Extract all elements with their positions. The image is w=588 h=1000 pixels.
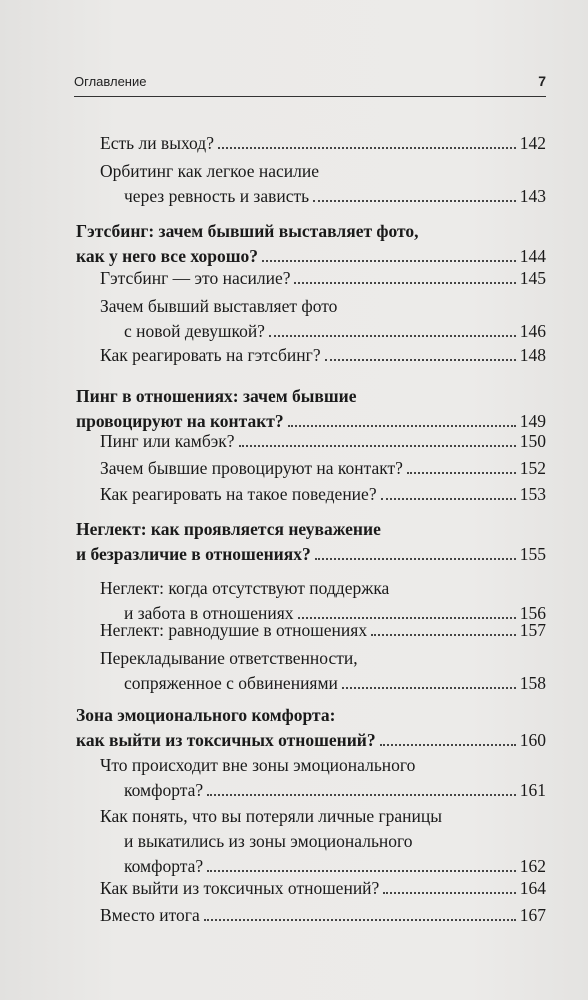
toc-entry-page: 162 [519, 856, 546, 876]
toc-entry-title-line: Зона эмоционального комфорта: [76, 705, 336, 725]
toc-entry-title-line: Как реагировать на гэтсбинг? [100, 345, 321, 365]
toc-entry-page: 167 [519, 905, 546, 925]
toc-entry-title-line: Неглект: когда отсутствуют поддержка [100, 578, 390, 598]
dot-leader [383, 892, 515, 894]
toc-entry-title-line: Гэтсбинг — это насилие? [100, 268, 291, 288]
toc-entry-page: 155 [519, 544, 546, 564]
toc-entry-title-line: и забота в отношениях [124, 603, 294, 623]
dot-leader [407, 472, 516, 474]
toc-entry-title-line: Перекладывание ответственности, [100, 648, 358, 668]
dot-leader [239, 445, 516, 447]
toc-entry-title-line: Зачем бывший выставляет фото [100, 296, 338, 316]
dot-leader [269, 335, 516, 337]
dot-leader [218, 147, 516, 149]
toc-entry-title-line: сопряженное с обвинениями [124, 673, 338, 693]
dot-leader [294, 282, 515, 284]
section-title: Оглавление [74, 74, 147, 89]
toc-entry-title-line: как у него все хорошо? [76, 246, 259, 266]
toc-entry-title-line: Пинг в отношениях: зачем бывшие [76, 386, 357, 406]
toc-entry-page: 161 [519, 780, 546, 800]
dot-leader [262, 260, 516, 262]
toc-entry-page: 164 [519, 878, 546, 898]
toc-entry-page: 156 [519, 603, 546, 623]
toc-entry-title-line: Гэтсбинг: зачем бывший выставляет фото, [76, 221, 419, 241]
toc-entry-title-line: Вместо итога [100, 905, 200, 925]
toc-entry-page: 160 [519, 730, 546, 750]
toc-entry-title-line: и выкатились из зоны эмоционального [124, 831, 413, 851]
toc-entry-page: 148 [519, 345, 546, 365]
toc-entry-title-line: Орбитинг как легкое насилие [100, 161, 319, 181]
dot-leader [380, 744, 516, 746]
toc-entry-title-line: комфорта? [124, 856, 204, 876]
dot-leader [207, 794, 516, 796]
toc-entry-title-line: провоцируют на контакт? [76, 411, 284, 431]
toc-entry-page: 142 [519, 133, 546, 153]
toc-entry-title-line: Есть ли выход? [100, 133, 214, 153]
toc-entry-page: 149 [519, 411, 546, 431]
toc-entry-title-line: Что происходит вне зоны эмоционального [100, 755, 416, 775]
toc-entry-title-line: Как реагировать на такое поведение? [100, 484, 377, 504]
dot-leader [371, 634, 516, 636]
dot-leader [325, 359, 516, 361]
toc-entry-page: 146 [519, 321, 546, 341]
toc-entry-page: 153 [519, 484, 546, 504]
dot-leader [204, 919, 516, 921]
toc-entry-title-line: Как выйти из токсичных отношений? [100, 878, 380, 898]
toc-entry-title-line: Пинг или камбэк? [100, 431, 235, 451]
toc-entry-page: 145 [519, 268, 546, 288]
dot-leader [313, 200, 516, 202]
toc-entry-title-line: и безразличие в отношениях? [76, 544, 311, 564]
dot-leader [315, 558, 516, 560]
page-number: 7 [538, 73, 546, 89]
toc-entry-title-line: как выйти из токсичных отношений? [76, 730, 376, 750]
toc-entry-page: 150 [519, 431, 546, 451]
toc-entry-title-line: Неглект: равнодушие в отношениях [100, 620, 368, 640]
toc-entry-title-line: с новой девушкой? [124, 321, 265, 341]
dot-leader [207, 870, 516, 872]
toc-entry-title-line: Зачем бывшие провоцируют на контакт? [100, 458, 403, 478]
toc-entry-title-line: через ревность и зависть [124, 186, 310, 206]
dot-leader [381, 498, 516, 500]
dot-leader [288, 425, 516, 427]
toc-entry-page: 144 [519, 246, 546, 266]
toc-entry-page: 157 [519, 620, 546, 640]
toc-entry-title-line: Как понять, что вы потеряли личные границы [100, 806, 443, 826]
dot-leader [342, 687, 516, 689]
toc-entry-page: 152 [519, 458, 546, 478]
toc-entry-page: 143 [519, 186, 546, 206]
toc-entry-page: 158 [519, 673, 546, 693]
toc-entry-title-line: комфорта? [124, 780, 204, 800]
toc-entry-title-line: Неглект: как проявляется неуважение [76, 519, 381, 539]
